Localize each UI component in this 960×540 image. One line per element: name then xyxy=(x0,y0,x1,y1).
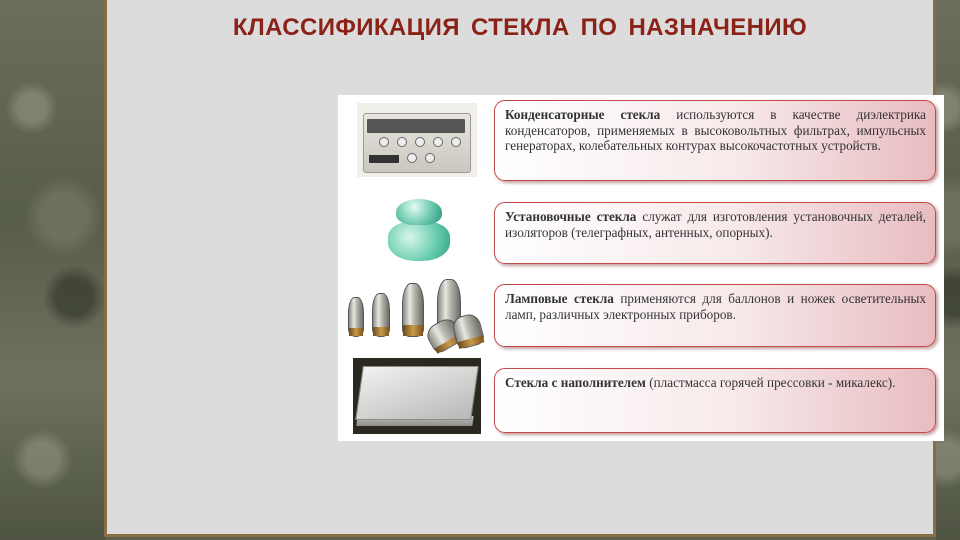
card-text: (пластмасса горячей прессовки - микалекс). xyxy=(645,375,896,390)
filled-glass-slabs-photo xyxy=(353,358,481,434)
info-card-filled xyxy=(494,368,936,433)
glass-insulator-photo xyxy=(378,191,460,269)
vacuum-tubes-photo xyxy=(342,275,488,359)
content-panel xyxy=(338,95,944,441)
card-term: Конденсаторные стекла xyxy=(505,107,661,122)
capacitor-device-photo xyxy=(357,103,477,177)
info-card-lamp xyxy=(494,284,936,347)
slide-title: КЛАССИФИКАЦИЯ СТЕКЛА ПО НАЗНАЧЕНИЮ xyxy=(232,14,808,41)
card-text: служат для изготовления установочных деталей, изоляторов (телеграфных, антенных, опорных). xyxy=(505,209,926,240)
card-term: Стекла с наполнителем xyxy=(505,375,646,390)
background-texture-left xyxy=(0,0,106,540)
card-term: Установочные стекла xyxy=(505,209,637,224)
info-card-installation xyxy=(494,202,936,264)
card-text: используются в качестве диэлектрика конденсаторов, применяемых в высоковольтных фильтрах, импульсных генераторах, колебательных контурах высокочастотных устройств. xyxy=(505,107,926,153)
slide xyxy=(104,0,936,537)
card-text: применяются для баллонов и ножек осветительных ламп, различных электронных приборов. xyxy=(505,291,927,322)
card-term: Ламповые стекла xyxy=(505,291,614,306)
info-card-capacitor xyxy=(494,100,936,181)
